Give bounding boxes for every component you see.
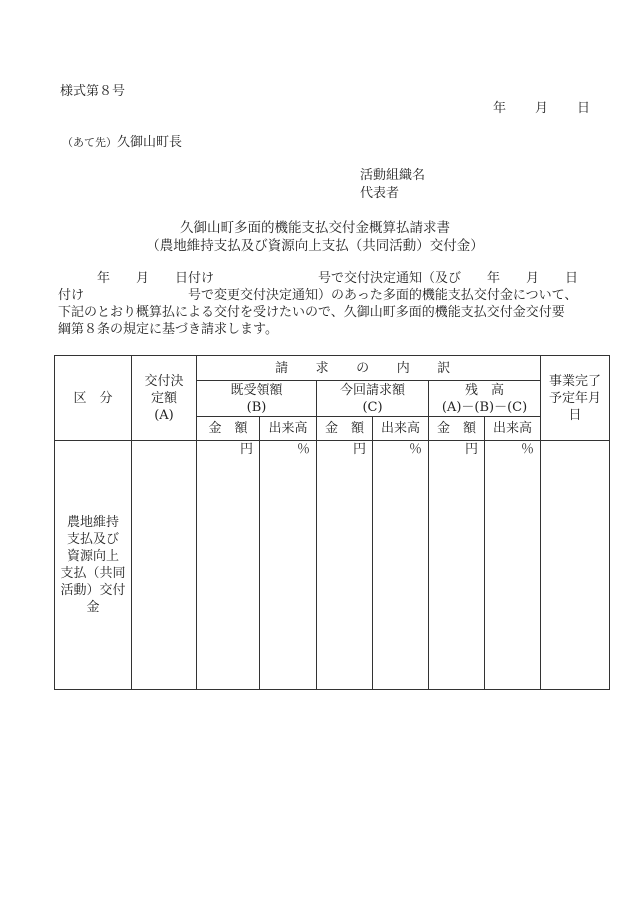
completion-date-cell[interactable] [541, 441, 610, 690]
request-body [58, 270, 598, 338]
amount-subheader: 金 額 [429, 417, 485, 441]
received-header-line: 既受領額 [230, 382, 283, 398]
current-amount-cell[interactable]: 円 [317, 441, 373, 690]
received-progress-cell[interactable]: ％ [260, 441, 317, 690]
row-category-line: 金 [86, 600, 100, 615]
document-subtitle: （農地維持支払及び資源向上支払（共同活動）交付金） [146, 238, 484, 254]
row-category-line: 支払及び [66, 532, 119, 547]
balance-amount-cell[interactable]: 円 [429, 441, 485, 690]
request-table [54, 355, 610, 690]
date-month: 月 [535, 101, 549, 116]
decision-header-line: (A) [154, 407, 174, 423]
balance-header [429, 381, 541, 417]
body-line: 綱第８条の規定に基づき請求します。 [58, 322, 278, 337]
decision-header-line: 交付決 [144, 373, 184, 389]
completion-header-line: 日 [568, 407, 582, 423]
progress-subheader: 出来高 [260, 417, 317, 441]
body-line: 年 月 日付け 号で交付決定通知（及び 年 月 日 [58, 271, 579, 286]
current-header-line: 今回請求額 [339, 382, 405, 398]
received-header-line: (B) [246, 399, 267, 415]
form-number: 様式第８号 [60, 84, 126, 99]
completion-header-line: 予定年月 [549, 390, 602, 406]
progress-subheader: 出来高 [373, 417, 429, 441]
body-line: 付け 号で変更交付決定通知）のあった多面的機能支払交付金について、 [58, 288, 578, 303]
header-date [493, 101, 590, 117]
date-day: 日 [577, 101, 591, 116]
balance-progress-cell[interactable]: ％ [485, 441, 541, 690]
decision-amount-cell[interactable] [132, 441, 197, 690]
current-header-line: (C) [362, 399, 383, 415]
completion-date-header [541, 356, 610, 441]
category-header: 区 分 [55, 356, 132, 441]
row-category-line: 資源向上 [66, 549, 119, 564]
received-amount-cell[interactable]: 円 [197, 441, 260, 690]
row-category-line: 活動）交付 [60, 583, 126, 598]
representative-label: 代表者 [360, 186, 400, 201]
progress-subheader: 出来高 [485, 417, 541, 441]
row-category-line: 農地維持 [66, 515, 119, 530]
decision-amount-header [132, 356, 197, 441]
row-category-line: 支払（共同 [60, 566, 126, 581]
received-amount-header [197, 381, 317, 417]
breakdown-header: 請 求 の 内 訳 [197, 356, 541, 381]
row-category [55, 441, 132, 690]
document-title: 久御山町多面的機能支払交付金概算払請求書 [180, 220, 450, 236]
current-request-header [317, 381, 429, 417]
addressee-name: 久御山町長 [117, 135, 183, 150]
current-progress-cell[interactable]: ％ [373, 441, 429, 690]
body-line: 下記のとおり概算払による交付を受けたいので、久御山町多面的機能支払交付金交付要 [58, 305, 565, 320]
balance-header-line: (A)－(B)－(C) [441, 399, 528, 415]
date-year: 年 [493, 101, 507, 116]
addressee-prefix: （あて先） [62, 136, 117, 149]
addressee [62, 135, 182, 151]
decision-header-line: 定額 [150, 390, 177, 406]
completion-header-line: 事業完了 [549, 373, 602, 389]
balance-header-line: 残 高 [465, 382, 505, 398]
amount-subheader: 金 額 [197, 417, 260, 441]
amount-subheader: 金 額 [317, 417, 373, 441]
organization-name-label: 活動組織名 [360, 168, 426, 183]
